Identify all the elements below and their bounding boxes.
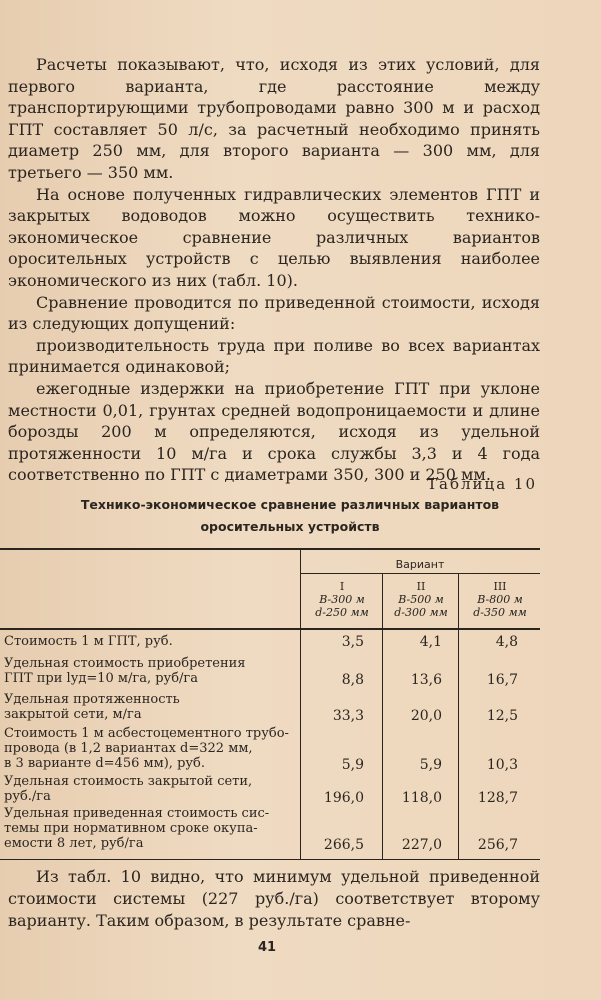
- cell-value: 5,9: [419, 757, 442, 773]
- column-spacing: B-500 м: [398, 593, 444, 606]
- cell-value: 266,5: [323, 837, 364, 853]
- row-label: Удельная стоимость приобретения ГПТ при lуд=10 м/га, руб/га: [4, 656, 246, 686]
- column-number: II: [416, 580, 426, 593]
- column-diameter: d-350 мм: [473, 606, 527, 619]
- row-label: Стоимость 1 м ГПТ, руб.: [4, 634, 173, 649]
- paragraph: На основе полученных гидравлических элементов ГПТ и закрытых водоводов можно осуществить технико-экономическое сравнение различных вариантов оросительных устройств с целью выявления наиболее экономического из них (табл. 10).: [8, 184, 540, 290]
- cell-value: 196,0: [323, 790, 364, 806]
- column-header-3: [460, 580, 540, 619]
- table-row: [4, 634, 540, 650]
- row-label: Стоимость 1 м асбестоцементного трубо- провода (в 1,2 вариантах d=322 мм, в 3 варианте d=456 мм), руб.: [4, 726, 289, 771]
- cell-value: 4,8: [495, 634, 518, 650]
- table-row: [4, 726, 540, 773]
- paragraph: ежегодные издержки на приобретение ГПТ при уклоне местности 0,01, грунтах средней водопроницаемости и длине борозды 200 м определяются, исходя из удельной протяженности 10 м/га и срока службы 3,3 и 4 года соответственно по ГПТ с диаметрами 350, 300 и 250 мм.: [8, 378, 540, 485]
- cell-value: 118,0: [401, 790, 442, 806]
- column-number: I: [339, 580, 345, 593]
- column-number: III: [493, 580, 507, 593]
- table-bottom-rule: [0, 859, 540, 860]
- variant-header: Вариант: [395, 558, 445, 571]
- table-row: [4, 806, 540, 853]
- cell-value: 4,1: [419, 634, 442, 650]
- cell-value: 3,5: [341, 634, 364, 650]
- table-row: [4, 656, 540, 688]
- column-header-1: [302, 580, 382, 619]
- table-row: [4, 692, 540, 724]
- row-label: Удельная протяженность закрытой сети, м/га: [4, 692, 180, 722]
- table-row: [4, 774, 540, 806]
- paragraph: Из табл. 10 видно, что минимум удельной приведенной стоимости системы (227 руб./га) соответствует второму варианту. Таким образом, в результате сравне-: [8, 867, 540, 930]
- table-top-rule: [0, 548, 540, 550]
- row-label: Удельная стоимость закрытой сети, руб./га: [4, 774, 253, 804]
- cell-value: 12,5: [486, 708, 518, 724]
- cell-value: 5,9: [341, 757, 364, 773]
- paragraph: производительность труда при поливе во всех вариантах принимается одинаковой;: [8, 335, 540, 377]
- table-label: Таблица 10: [427, 475, 537, 493]
- column-spacing: B-800 м: [477, 593, 523, 606]
- footer-text: [8, 866, 540, 932]
- column-header-2: [384, 580, 458, 619]
- cell-value: 8,8: [341, 672, 364, 688]
- cell-value: 13,6: [410, 672, 442, 688]
- page-number: 41: [258, 940, 277, 955]
- cell-value: 256,7: [477, 837, 518, 853]
- table-title-line: Технико-экономическое сравнение различных вариантов: [80, 497, 500, 512]
- table-title: [40, 494, 540, 538]
- column-spacing: B-300 м: [319, 593, 365, 606]
- body-text: [8, 54, 540, 486]
- column-diameter: d-250 мм: [315, 606, 369, 619]
- paragraph: Расчеты показывают, что, исходя из этих условий, для первого варианта, где расстояние между транспортирующими трубопроводами равно 300 м и расход ГПТ составляет 50 л/с, за расчетный необходимо принять диаметр 250 мм, для второго варианта — 300 мм, для третьего — 350 мм.: [8, 55, 540, 182]
- paragraph: Сравнение проводится по приведенной стоимости, исходя из следующих допущений:: [8, 292, 540, 334]
- cell-value: 20,0: [410, 708, 442, 724]
- variant-header-rule: [300, 573, 540, 574]
- cell-value: 10,3: [486, 757, 518, 773]
- table-title-line: оросительных устройств: [200, 519, 380, 534]
- row-label: Удельная приведенная стоимость сис- темы при нормативном сроке окупа- емости 8 лет, руб/га: [4, 806, 270, 851]
- cell-value: 227,0: [401, 837, 442, 853]
- cell-value: 33,3: [332, 708, 364, 724]
- cell-value: 128,7: [477, 790, 518, 806]
- cell-value: 16,7: [486, 672, 518, 688]
- column-diameter: d-300 мм: [394, 606, 448, 619]
